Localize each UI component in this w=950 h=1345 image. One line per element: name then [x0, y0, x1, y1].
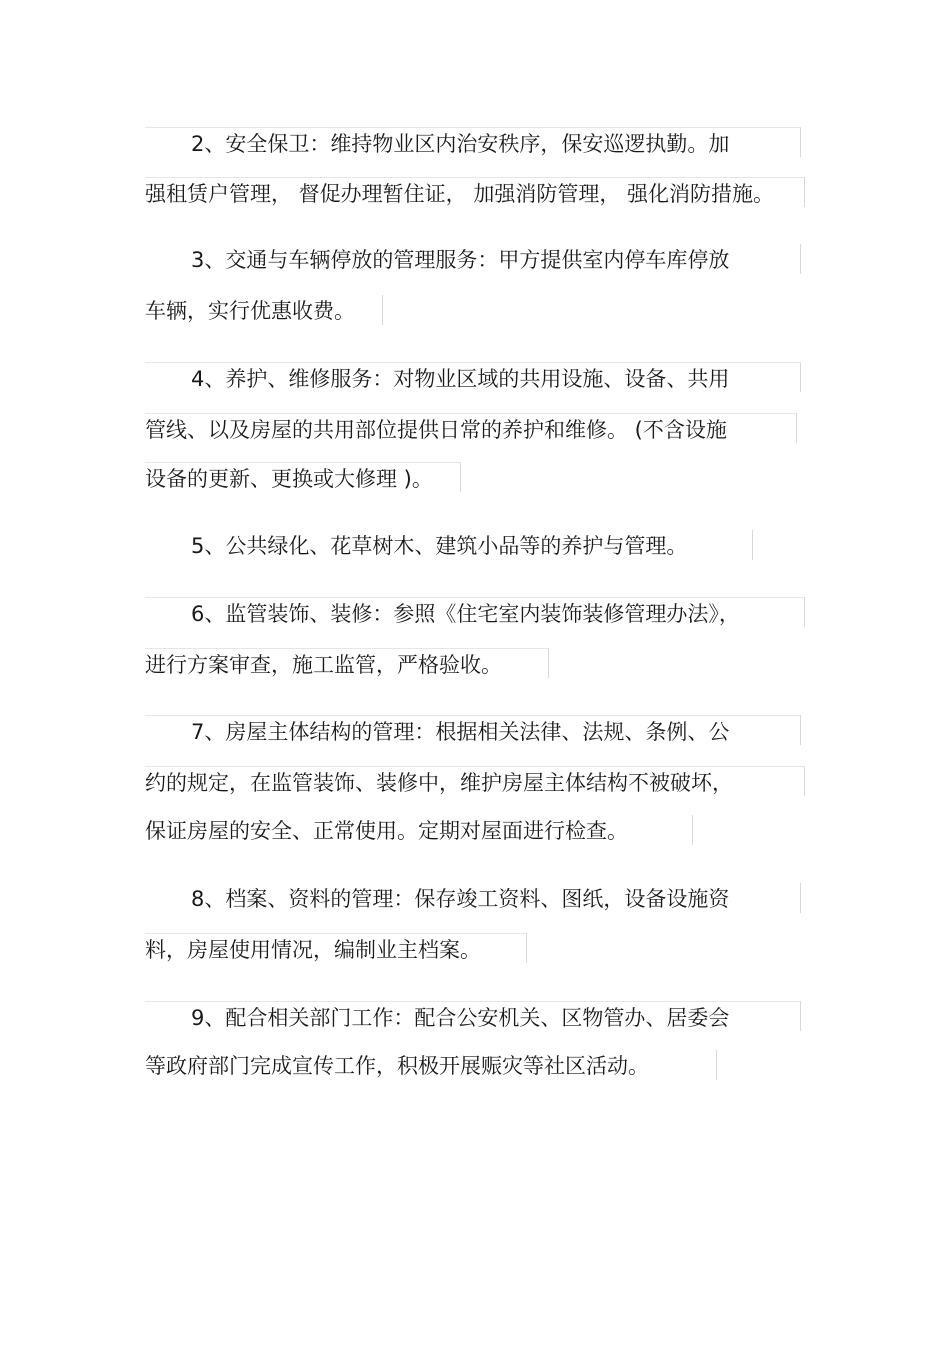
item-9-line-1-text: 9、配合相关部门工作：配合公安机关、区物管办、居委会	[191, 1006, 730, 1030]
item-7-line-1-text: 7、房屋主体结构的管理：根据相关法律、法规、条例、公	[191, 720, 730, 744]
item-6-line-2-text: 进行方案审查，施工监管，严格验收。	[145, 653, 502, 677]
item-5-line-1-text: 5、公共绿化、花草树木、建筑小品等的养护与管理。	[191, 534, 688, 558]
item-4-line-1	[145, 362, 801, 392]
item-8-line-2	[145, 933, 527, 963]
item-7-line-1	[145, 715, 801, 745]
item-3-line-1-text: 3、交通与车辆停放的管理服务：甲方提供室内停车库停放	[191, 248, 730, 272]
item-4-line-3	[145, 462, 461, 492]
item-4-line-2-text: 管线、以及房屋的共用部位提供日常的养护和维修。 (不含设施	[145, 418, 727, 442]
item-6-line-1	[145, 597, 805, 627]
item-4-line-2	[145, 413, 797, 443]
item-2-line-1	[145, 127, 801, 157]
item-6-line-2	[145, 648, 549, 678]
item-5-line-1	[145, 530, 753, 560]
item-4-line-3-text: 设备的更新、更换或大修理 )。	[145, 467, 433, 491]
item-7-line-3-text: 保证房屋的安全、正常使用。定期对屋面进行检查。	[145, 819, 628, 843]
item-3-line-2-text: 车辆，实行优惠收费。	[145, 299, 355, 323]
item-6-line-1-text: 6、监管装饰、装修：参照《住宅室内装饰装修管理办法》，	[191, 602, 740, 626]
item-7-line-3	[145, 815, 693, 845]
item-2-line-1-text: 2、安全保卫：维持物业区内治安秩序，保安巡逻执勤。加	[191, 132, 730, 156]
item-9-line-2	[145, 1050, 717, 1080]
item-9-line-1	[145, 1001, 801, 1031]
item-3-line-2	[145, 295, 383, 325]
item-2-line-2-text: 强租赁户管理， 督促办理暂住证， 加强消防管理， 强化消防措施。	[145, 182, 775, 206]
item-8-line-1	[145, 883, 801, 913]
item-8-line-1-text: 8、档案、资料的管理：保存竣工资料、图纸，设备设施资	[191, 887, 730, 911]
item-2-line-2	[145, 177, 805, 207]
item-4-line-1-text: 4、养护、维修服务：对物业区域的共用设施、设备、共用	[191, 367, 730, 391]
item-7-line-2	[145, 766, 805, 796]
item-7-line-2-text: 约的规定，在监管装饰、装修中，维护房屋主体结构不被破坏，	[145, 771, 733, 795]
item-8-line-2-text: 料，房屋使用情况，编制业主档案。	[145, 938, 481, 962]
item-9-line-2-text: 等政府部门完成宣传工作，积极开展赈灾等社区活动。	[145, 1054, 649, 1078]
item-3-line-1	[145, 244, 801, 274]
